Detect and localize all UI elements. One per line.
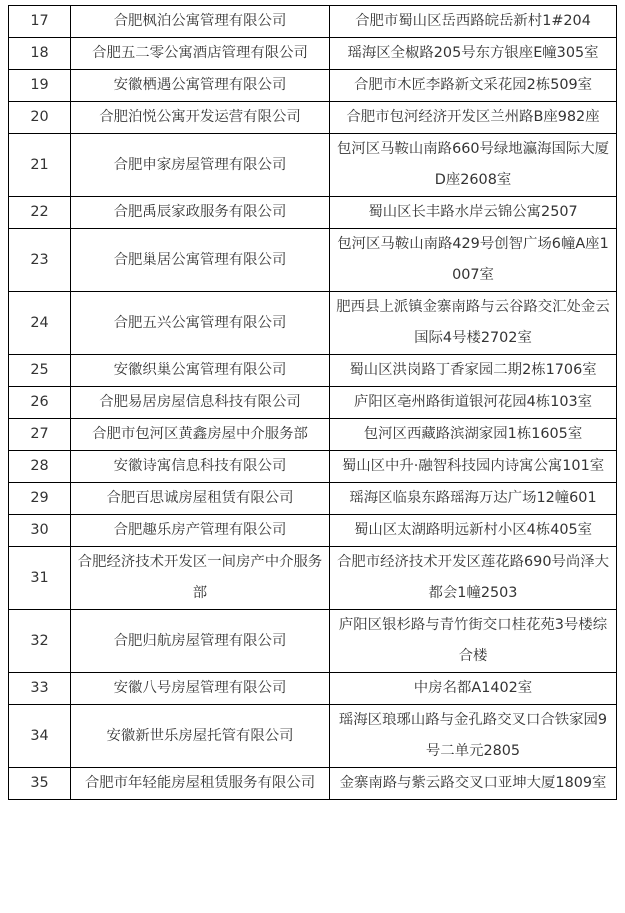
address-cell: 中房名都A1402室 xyxy=(330,673,617,705)
row-number-cell: 20 xyxy=(9,102,71,134)
address-cell: 蜀山区洪岗路丁香家园二期2栋1706室 xyxy=(330,355,617,387)
row-number-cell: 32 xyxy=(9,610,71,673)
table-row xyxy=(9,6,617,38)
company-name-cell: 合肥市包河区黄鑫房屋中介服务部 xyxy=(71,419,330,451)
row-number-cell: 17 xyxy=(9,6,71,38)
address-cell: 蜀山区中升·融智科技园内诗寓公寓101室 xyxy=(330,451,617,483)
address-cell: 瑶海区临泉东路瑶海万达广场12幢601 xyxy=(330,483,617,515)
table-row xyxy=(9,102,617,134)
row-number-cell: 27 xyxy=(9,419,71,451)
table-row xyxy=(9,292,617,355)
address-cell: 包河区西藏路滨湖家园1栋1605室 xyxy=(330,419,617,451)
row-number-cell: 34 xyxy=(9,705,71,768)
company-name-cell: 合肥市年轻能房屋租赁服务有限公司 xyxy=(71,768,330,800)
table-row xyxy=(9,515,617,547)
company-table-body xyxy=(9,6,617,800)
company-name-cell: 合肥五二零公寓酒店管理有限公司 xyxy=(71,38,330,70)
table-row xyxy=(9,387,617,419)
row-number-cell: 31 xyxy=(9,547,71,610)
company-name-cell: 合肥经济技术开发区一间房产中介服务部 xyxy=(71,547,330,610)
row-number-cell: 29 xyxy=(9,483,71,515)
address-cell: 合肥市蜀山区岳西路皖岳新村1#204 xyxy=(330,6,617,38)
table-row xyxy=(9,768,617,800)
table-row xyxy=(9,38,617,70)
company-name-cell: 安徽八号房屋管理有限公司 xyxy=(71,673,330,705)
address-cell: 蜀山区太湖路明远新村小区4栋405室 xyxy=(330,515,617,547)
company-name-cell: 安徽新世乐房屋托管有限公司 xyxy=(71,705,330,768)
row-number-cell: 21 xyxy=(9,134,71,197)
address-cell: 包河区马鞍山南路660号绿地瀛海国际大厦D座2608室 xyxy=(330,134,617,197)
row-number-cell: 24 xyxy=(9,292,71,355)
table-row xyxy=(9,355,617,387)
address-cell: 包河区马鞍山南路429号创智广场6幢A座1007室 xyxy=(330,229,617,292)
row-number-cell: 33 xyxy=(9,673,71,705)
company-name-cell: 合肥五兴公寓管理有限公司 xyxy=(71,292,330,355)
address-cell: 肥西县上派镇金寨南路与云谷路交汇处金云国际4号楼2702室 xyxy=(330,292,617,355)
row-number-cell: 28 xyxy=(9,451,71,483)
row-number-cell: 26 xyxy=(9,387,71,419)
address-cell: 金寨南路与紫云路交叉口亚坤大厦1809室 xyxy=(330,768,617,800)
company-name-cell: 合肥泊悦公寓开发运营有限公司 xyxy=(71,102,330,134)
company-name-cell: 安徽诗寓信息科技有限公司 xyxy=(71,451,330,483)
table-row xyxy=(9,705,617,768)
address-cell: 合肥市包河经济开发区兰州路B座982座 xyxy=(330,102,617,134)
table-row xyxy=(9,419,617,451)
company-name-cell: 安徽织巢公寓管理有限公司 xyxy=(71,355,330,387)
company-name-cell: 合肥归航房屋管理有限公司 xyxy=(71,610,330,673)
company-name-cell: 合肥枫泊公寓管理有限公司 xyxy=(71,6,330,38)
company-name-cell: 合肥百思诚房屋租赁有限公司 xyxy=(71,483,330,515)
table-row xyxy=(9,197,617,229)
table-row xyxy=(9,547,617,610)
address-cell: 瑶海区全椒路205号东方银座E幢305室 xyxy=(330,38,617,70)
table-row xyxy=(9,610,617,673)
table-row xyxy=(9,70,617,102)
company-name-cell: 合肥巢居公寓管理有限公司 xyxy=(71,229,330,292)
address-cell: 合肥市木匠李路新文采花园2栋509室 xyxy=(330,70,617,102)
company-table xyxy=(8,5,617,800)
table-row xyxy=(9,229,617,292)
row-number-cell: 25 xyxy=(9,355,71,387)
row-number-cell: 30 xyxy=(9,515,71,547)
address-cell: 瑶海区琅琊山路与金孔路交叉口合铁家园9号二单元2805 xyxy=(330,705,617,768)
address-cell: 庐阳区银杉路与青竹街交口桂花苑3号楼综合楼 xyxy=(330,610,617,673)
table-row xyxy=(9,451,617,483)
row-number-cell: 19 xyxy=(9,70,71,102)
row-number-cell: 23 xyxy=(9,229,71,292)
row-number-cell: 18 xyxy=(9,38,71,70)
company-name-cell: 合肥趣乐房产管理有限公司 xyxy=(71,515,330,547)
company-name-cell: 安徽栖遇公寓管理有限公司 xyxy=(71,70,330,102)
company-name-cell: 合肥申家房屋管理有限公司 xyxy=(71,134,330,197)
table-row xyxy=(9,134,617,197)
table-row xyxy=(9,483,617,515)
table-row xyxy=(9,673,617,705)
company-name-cell: 合肥禹辰家政服务有限公司 xyxy=(71,197,330,229)
company-name-cell: 合肥易居房屋信息科技有限公司 xyxy=(71,387,330,419)
address-cell: 合肥市经济技术开发区莲花路690号尚泽大都会1幢2503 xyxy=(330,547,617,610)
row-number-cell: 35 xyxy=(9,768,71,800)
address-cell: 庐阳区亳州路街道银河花园4栋103室 xyxy=(330,387,617,419)
address-cell: 蜀山区长丰路水岸云锦公寓2507 xyxy=(330,197,617,229)
row-number-cell: 22 xyxy=(9,197,71,229)
